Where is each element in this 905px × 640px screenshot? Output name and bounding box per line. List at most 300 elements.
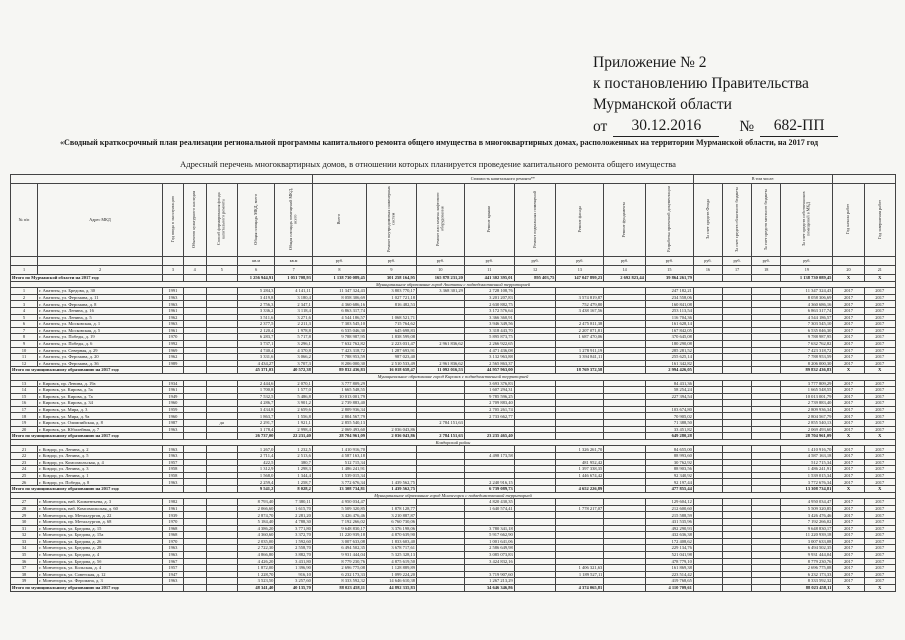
table-cell: 29 xyxy=(11,512,38,519)
table-cell xyxy=(604,512,646,519)
table-cell: 84 655,00 xyxy=(645,446,693,453)
table-cell: 2017 xyxy=(864,321,895,328)
table-cell xyxy=(514,288,556,295)
table-cell: 10 013 001,79 xyxy=(781,393,833,400)
table-cell xyxy=(183,551,206,558)
table-cell xyxy=(752,420,781,427)
table-cell xyxy=(723,505,752,512)
table-cell: 160 841,08 xyxy=(645,301,693,308)
total-cell xyxy=(556,433,604,440)
table-cell: 2017 xyxy=(864,558,895,565)
table-cell xyxy=(604,472,646,479)
table-cell xyxy=(183,288,206,295)
unit-cell xyxy=(11,257,38,266)
table-cell: 11 347 324,43 xyxy=(312,288,366,295)
table-cell: 7 632 762,82 xyxy=(781,340,833,347)
table-cell: 2017 xyxy=(833,387,864,394)
address-cell: г. Кировск, ул. Юбилейная, д. 7 xyxy=(38,426,163,433)
table-cell: 1 326 261,70 xyxy=(556,446,604,453)
table-cell: 3 946 349,56 xyxy=(464,321,514,328)
address-cell: г. Мончегорск, ул. Бредова, д. 4 xyxy=(38,551,163,558)
table-cell: 1 128 889,89 xyxy=(367,565,417,572)
total-cell: 4 652 226,89 xyxy=(556,486,604,493)
table-cell xyxy=(556,512,604,519)
table-cell xyxy=(367,387,417,394)
total-cell: 6 739 089,73 xyxy=(464,486,514,493)
address-cell: г. Ковдор, ул. Ленина, д. 5 xyxy=(38,453,163,460)
column-numbers-row xyxy=(11,266,896,275)
table-cell: 3 426 476,46 xyxy=(781,512,833,519)
table-cell xyxy=(514,512,556,519)
table-cell xyxy=(416,301,464,308)
table-cell xyxy=(206,479,237,486)
table-cell xyxy=(723,360,752,367)
table-cell xyxy=(556,532,604,539)
table-cell xyxy=(183,558,206,565)
table-cell xyxy=(206,334,237,341)
address-cell: г. Ковдор, ул. Ленина, д. 3 xyxy=(38,466,163,473)
address-cell: г. Мончегорск, ул. Бредова, д. 28 xyxy=(38,545,163,552)
table-cell xyxy=(206,294,237,301)
column-header-label: Объектов культурного наследия xyxy=(191,190,197,248)
total-cell: 1 051 708,93 xyxy=(275,275,313,282)
table-cell: 2017 xyxy=(833,518,864,525)
table-cell: 11 347 324,43 xyxy=(781,288,833,295)
table-cell xyxy=(514,446,556,453)
total-cell xyxy=(206,584,237,591)
total-cell xyxy=(604,584,646,591)
table-cell xyxy=(206,558,237,565)
table-cell xyxy=(723,551,752,558)
table-cell: 2 475 811,38 xyxy=(556,321,604,328)
table-cell xyxy=(752,340,781,347)
table-cell: 3 178,4 xyxy=(237,426,274,433)
table-cell: 1959 xyxy=(162,406,183,413)
table-cell xyxy=(183,307,206,314)
table-cell xyxy=(556,479,604,486)
table-cell xyxy=(183,545,206,552)
table-cell xyxy=(514,426,556,433)
table-cell xyxy=(604,479,646,486)
table-cell xyxy=(693,387,722,394)
table-cell xyxy=(206,393,237,400)
table-cell: 492 290,93 xyxy=(645,525,693,532)
table-cell: 92 197,44 xyxy=(645,479,693,486)
section-header-row xyxy=(11,492,896,499)
section-header-row xyxy=(11,373,896,380)
total-cell xyxy=(723,584,752,591)
address-cell: г. Кировск, пр. Ленина, д. 19а xyxy=(38,380,163,387)
table-cell xyxy=(206,466,237,473)
table-cell xyxy=(604,307,646,314)
total-cell xyxy=(183,367,206,374)
table-cell: 3 394 841,11 xyxy=(556,354,604,361)
table-cell: 2017 xyxy=(833,327,864,334)
table-cell xyxy=(604,360,646,367)
table-cell xyxy=(367,466,417,473)
table-cell xyxy=(556,578,604,585)
table-body xyxy=(11,275,896,592)
table-cell xyxy=(416,380,464,387)
table-cell xyxy=(752,360,781,367)
table-cell: 3 xyxy=(11,301,38,308)
table-cell: 1 778 217,07 xyxy=(556,505,604,512)
column-number-cell: 19 xyxy=(781,266,833,275)
table-cell: 1 228,70 xyxy=(237,571,274,578)
column-number-cell: 13 xyxy=(556,266,604,275)
table-row xyxy=(11,551,896,558)
table-cell xyxy=(604,505,646,512)
table-cell: 34 xyxy=(11,545,38,552)
table-cell: 2017 xyxy=(864,459,895,466)
unit-cell: руб. xyxy=(645,257,693,266)
table-cell: 2017 xyxy=(864,426,895,433)
table-cell xyxy=(693,545,722,552)
table-cell xyxy=(183,532,206,539)
total-cell xyxy=(416,486,464,493)
column-header-label: Общая площадь МКД, всего xyxy=(252,194,258,245)
table-cell xyxy=(693,288,722,295)
table-cell: 3 210 887,87 xyxy=(367,512,417,519)
table-cell xyxy=(752,327,781,334)
table-cell: 478 779,10 xyxy=(645,558,693,565)
table-cell xyxy=(752,466,781,473)
table-cell: 2017 xyxy=(864,288,895,295)
table-cell: 1 287 693,91 xyxy=(367,347,417,354)
table-cell: 2017 xyxy=(833,321,864,328)
table-cell xyxy=(723,466,752,473)
unit-cell: кв.м xyxy=(275,257,313,266)
table-cell xyxy=(367,393,417,400)
table-cell: 481 952,42 xyxy=(556,459,604,466)
table-cell xyxy=(693,512,722,519)
total-cell: 88 023 458,11 xyxy=(781,584,833,591)
table-cell: 35 xyxy=(11,551,38,558)
table-cell: 2017 xyxy=(864,413,895,420)
table-cell xyxy=(367,453,417,460)
table-cell xyxy=(693,307,722,314)
table-cell: 1934 xyxy=(162,380,183,387)
table-cell: 8 058 306,69 xyxy=(312,294,366,301)
table-cell xyxy=(416,538,464,545)
table-cell: 2017 xyxy=(864,420,895,427)
table-cell: 2017 xyxy=(864,505,895,512)
table-cell: 4 866,80 xyxy=(237,551,274,558)
table-cell xyxy=(723,499,752,506)
appendix-line-2: к постановлению Правительства xyxy=(593,75,809,92)
table-cell xyxy=(723,301,752,308)
table-cell: 1 665 548,55 xyxy=(781,387,833,394)
table-cell xyxy=(752,479,781,486)
table-cell: 2017 xyxy=(833,307,864,314)
address-table-wrapper xyxy=(10,174,896,634)
table-cell: 2 281,20 xyxy=(275,512,313,519)
table-cell: 3 201 207,83 xyxy=(464,294,514,301)
column-header-label: За счет средств местного бюджета xyxy=(762,188,768,250)
table-cell: 2 211,3 xyxy=(275,321,313,328)
section-title: Муниципальное образование город Мончегорск с подведомственной территорией xyxy=(11,492,896,499)
table-cell: 2017 xyxy=(833,301,864,308)
table-cell xyxy=(183,479,206,486)
table-cell xyxy=(556,545,604,552)
table-cell: 2017 xyxy=(833,406,864,413)
table-cell: 6 535 046,30 xyxy=(312,327,366,334)
column-number-cell: 21 xyxy=(864,266,895,275)
total-cell xyxy=(752,433,781,440)
table-cell xyxy=(723,413,752,420)
table-cell: 1 921,1 xyxy=(275,420,313,427)
total-cell xyxy=(183,584,206,591)
table-cell: 180 290,08 xyxy=(645,340,693,347)
table-cell xyxy=(206,551,237,558)
document-subtitle: Адресный перечень многоквартирных домов, в отношении которых планируется проведение капитального ремонта общего имущества xyxy=(180,159,676,169)
table-cell: 2017 xyxy=(864,578,895,585)
table-cell xyxy=(183,472,206,479)
column-header xyxy=(38,184,163,257)
column-header xyxy=(693,184,722,257)
unit-cell: руб. xyxy=(604,257,646,266)
table-cell: 2 223 031,47 xyxy=(367,340,417,347)
table-cell: 2 998,4 xyxy=(275,426,313,433)
column-header xyxy=(556,184,604,257)
table-cell xyxy=(416,413,464,420)
table-cell: 3 780 341,18 xyxy=(464,525,514,532)
appendix-date-line xyxy=(593,115,893,137)
table-row xyxy=(11,301,896,308)
table-row xyxy=(11,380,896,387)
table-cell xyxy=(206,307,237,314)
table-cell: 2 961 836,62 xyxy=(416,360,464,367)
table-cell: 4 286,7 xyxy=(237,400,274,407)
table-cell xyxy=(464,472,514,479)
table-row xyxy=(11,307,896,314)
table-cell: 1 406 321,63 xyxy=(556,565,604,572)
column-number-cell: 15 xyxy=(645,266,693,275)
address-cell: г. Апатиты, ул. Московская, д. 1 xyxy=(38,321,163,328)
table-cell: 2017 xyxy=(864,472,895,479)
table-cell: 2017 xyxy=(864,453,895,460)
table-cell xyxy=(556,525,604,532)
table-cell xyxy=(183,446,206,453)
total-cell xyxy=(723,367,752,374)
table-cell: 2017 xyxy=(833,360,864,367)
unit-cell: руб. xyxy=(514,257,556,266)
table-cell xyxy=(693,459,722,466)
table-cell: 4 498 173,58 xyxy=(464,453,514,460)
table-cell: 1 539 015,34 xyxy=(312,472,366,479)
table-cell xyxy=(604,347,646,354)
total-cell: 8 028,2 xyxy=(275,486,313,493)
table-cell: 2017 xyxy=(833,413,864,420)
table-cell xyxy=(367,472,417,479)
address-cell: г. Апатиты, ул. Ферсмана, д. 36 xyxy=(38,360,163,367)
appendix-line-1: Приложение № 2 xyxy=(593,54,707,71)
address-cell: г. Кировск, ул. Кирова, д. 34 xyxy=(38,400,163,407)
section-header-row xyxy=(11,439,896,446)
table-cell xyxy=(183,565,206,572)
column-header xyxy=(275,184,313,257)
table-cell: 1963 xyxy=(162,578,183,585)
column-number-cell: 2 xyxy=(38,266,163,275)
table-cell: 1 267 213,29 xyxy=(464,578,514,585)
table-cell xyxy=(206,301,237,308)
table-cell: 1960 xyxy=(162,400,183,407)
table-cell xyxy=(514,558,556,565)
table-cell: 2017 xyxy=(833,380,864,387)
table-cell xyxy=(556,426,604,433)
table-cell xyxy=(183,347,206,354)
table-cell: 1 232,5 xyxy=(275,446,313,453)
table-cell xyxy=(693,334,722,341)
table-cell: 1 607 294,31 xyxy=(464,387,514,394)
table-cell xyxy=(416,446,464,453)
table-cell: 18 xyxy=(11,413,38,420)
address-cell: г. Мончегорск, ул. Кольская, д. 4 xyxy=(38,565,163,572)
table-cell xyxy=(206,406,237,413)
table-cell xyxy=(556,406,604,413)
table-cell: 1992 xyxy=(162,340,183,347)
table-cell: 3 376 198,06 xyxy=(367,525,417,532)
resolution-number: 682-ПП xyxy=(760,115,838,137)
table-cell xyxy=(604,525,646,532)
table-cell xyxy=(206,518,237,525)
address-cell: г. Мончегорск, пр. Металлургов, д. 22 xyxy=(38,512,163,519)
table-cell xyxy=(206,446,237,453)
table-cell: 3 434,8 xyxy=(237,406,274,413)
table-row xyxy=(11,327,896,334)
table-cell: 3 771,80 xyxy=(275,525,313,532)
table-cell: 2017 xyxy=(864,354,895,361)
table-head xyxy=(11,175,896,275)
total-cell xyxy=(723,275,752,282)
table-cell xyxy=(206,354,237,361)
table-cell: 2 784 151,63 xyxy=(416,420,464,427)
table-cell xyxy=(556,340,604,347)
table-cell xyxy=(752,301,781,308)
table-cell xyxy=(556,387,604,394)
table-row xyxy=(11,578,896,585)
total-cell xyxy=(183,433,206,440)
table-cell: 3 424 832,16 xyxy=(464,558,514,565)
table-cell: 215 588,59 xyxy=(645,512,693,519)
table-cell: 2017 xyxy=(833,532,864,539)
table-cell: 2017 xyxy=(833,459,864,466)
table-cell: 70 905,02 xyxy=(645,413,693,420)
table-cell: 5 284,3 xyxy=(237,288,274,295)
table-cell xyxy=(693,578,722,585)
table-cell: 2 035,00 xyxy=(237,538,274,545)
table-row xyxy=(11,532,896,539)
address-cell: г. Апатиты, ул. Московская, д. 5 xyxy=(38,327,163,334)
table-cell: 8 793,40 xyxy=(237,499,274,506)
total-cell xyxy=(206,433,237,440)
table-cell xyxy=(693,354,722,361)
table-cell xyxy=(514,327,556,334)
table-cell xyxy=(464,459,514,466)
table-cell xyxy=(514,393,556,400)
table-cell xyxy=(206,505,237,512)
table-cell: 5 184,40 xyxy=(237,518,274,525)
table-cell: 3 085 073,83 xyxy=(464,551,514,558)
unit-cell: руб. xyxy=(752,257,781,266)
table-cell xyxy=(206,360,237,367)
table-cell xyxy=(514,466,556,473)
table-cell: 1 615,70 xyxy=(275,505,313,512)
table-cell xyxy=(693,380,722,387)
table-cell xyxy=(514,406,556,413)
table-cell: 1 592,60 xyxy=(275,538,313,545)
table-cell: 1 577,0 xyxy=(275,387,313,394)
address-cell: г. Мончегорск, ул. Бредова, д. 26 xyxy=(38,538,163,545)
table-cell xyxy=(206,321,237,328)
table-cell xyxy=(723,472,752,479)
unit-cell: руб. xyxy=(556,257,604,266)
table-cell: 2017 xyxy=(864,406,895,413)
address-cell: г. Апатиты, ул. Победы, д. 6 xyxy=(38,340,163,347)
table-cell: 6 xyxy=(11,321,38,328)
address-cell: г. Мончегорск, ул. Ферсмана, д. 3 xyxy=(38,578,163,585)
table-cell xyxy=(206,347,237,354)
table-cell: 3 803 770,17 xyxy=(367,288,417,295)
table-cell: 92 340,92 xyxy=(645,472,693,479)
table-cell: 2 696 775,08 xyxy=(781,565,833,572)
table-cell xyxy=(752,545,781,552)
column-header xyxy=(183,184,206,257)
table-row xyxy=(11,512,896,519)
address-table xyxy=(10,174,896,592)
table-cell xyxy=(556,380,604,387)
table-cell xyxy=(183,400,206,407)
total-cell: 2 994 426,05 xyxy=(645,367,693,374)
total-cell: 1 138 730 089,45 xyxy=(312,275,366,282)
table-cell xyxy=(514,354,556,361)
table-cell: 2017 xyxy=(833,420,864,427)
table-cell: 15 xyxy=(11,393,38,400)
table-cell: 2017 xyxy=(833,499,864,506)
table-cell xyxy=(206,380,237,387)
table-cell: 1963 xyxy=(162,446,183,453)
table-cell xyxy=(645,400,693,407)
table-cell xyxy=(556,558,604,565)
table-cell xyxy=(723,453,752,460)
address-cell: г. Кировск, ул. Мира, д. 9а xyxy=(38,413,163,420)
table-cell xyxy=(183,518,206,525)
table-cell xyxy=(367,400,417,407)
column-header-label: Ремонт крыши xyxy=(486,206,492,233)
table-cell: 1961 xyxy=(162,307,183,314)
appendix-line-3: Мурманской области xyxy=(593,96,732,113)
column-number-cell: 8 xyxy=(312,266,366,275)
table-cell xyxy=(183,380,206,387)
total-cell: X xyxy=(833,275,864,282)
table-cell: 88 903,56 xyxy=(645,466,693,473)
address-cell: г. Мончегорск, ул. Советская, д. 12 xyxy=(38,571,163,578)
table-cell: 1960 xyxy=(162,413,183,420)
table-cell xyxy=(183,426,206,433)
total-cell: X xyxy=(833,584,864,591)
total-cell: X xyxy=(833,486,864,493)
table-cell xyxy=(604,459,646,466)
table-cell: 2 513,6 xyxy=(275,453,313,460)
table-cell xyxy=(206,578,237,585)
table-cell: 2017 xyxy=(833,340,864,347)
total-cell: 147 047 899,23 xyxy=(556,275,604,282)
table-cell: 1 099 224,20 xyxy=(367,571,417,578)
table-cell: 1 344,4 xyxy=(275,472,313,479)
unit-cell xyxy=(206,257,237,266)
table-cell xyxy=(514,472,556,479)
total-cell xyxy=(693,275,722,282)
